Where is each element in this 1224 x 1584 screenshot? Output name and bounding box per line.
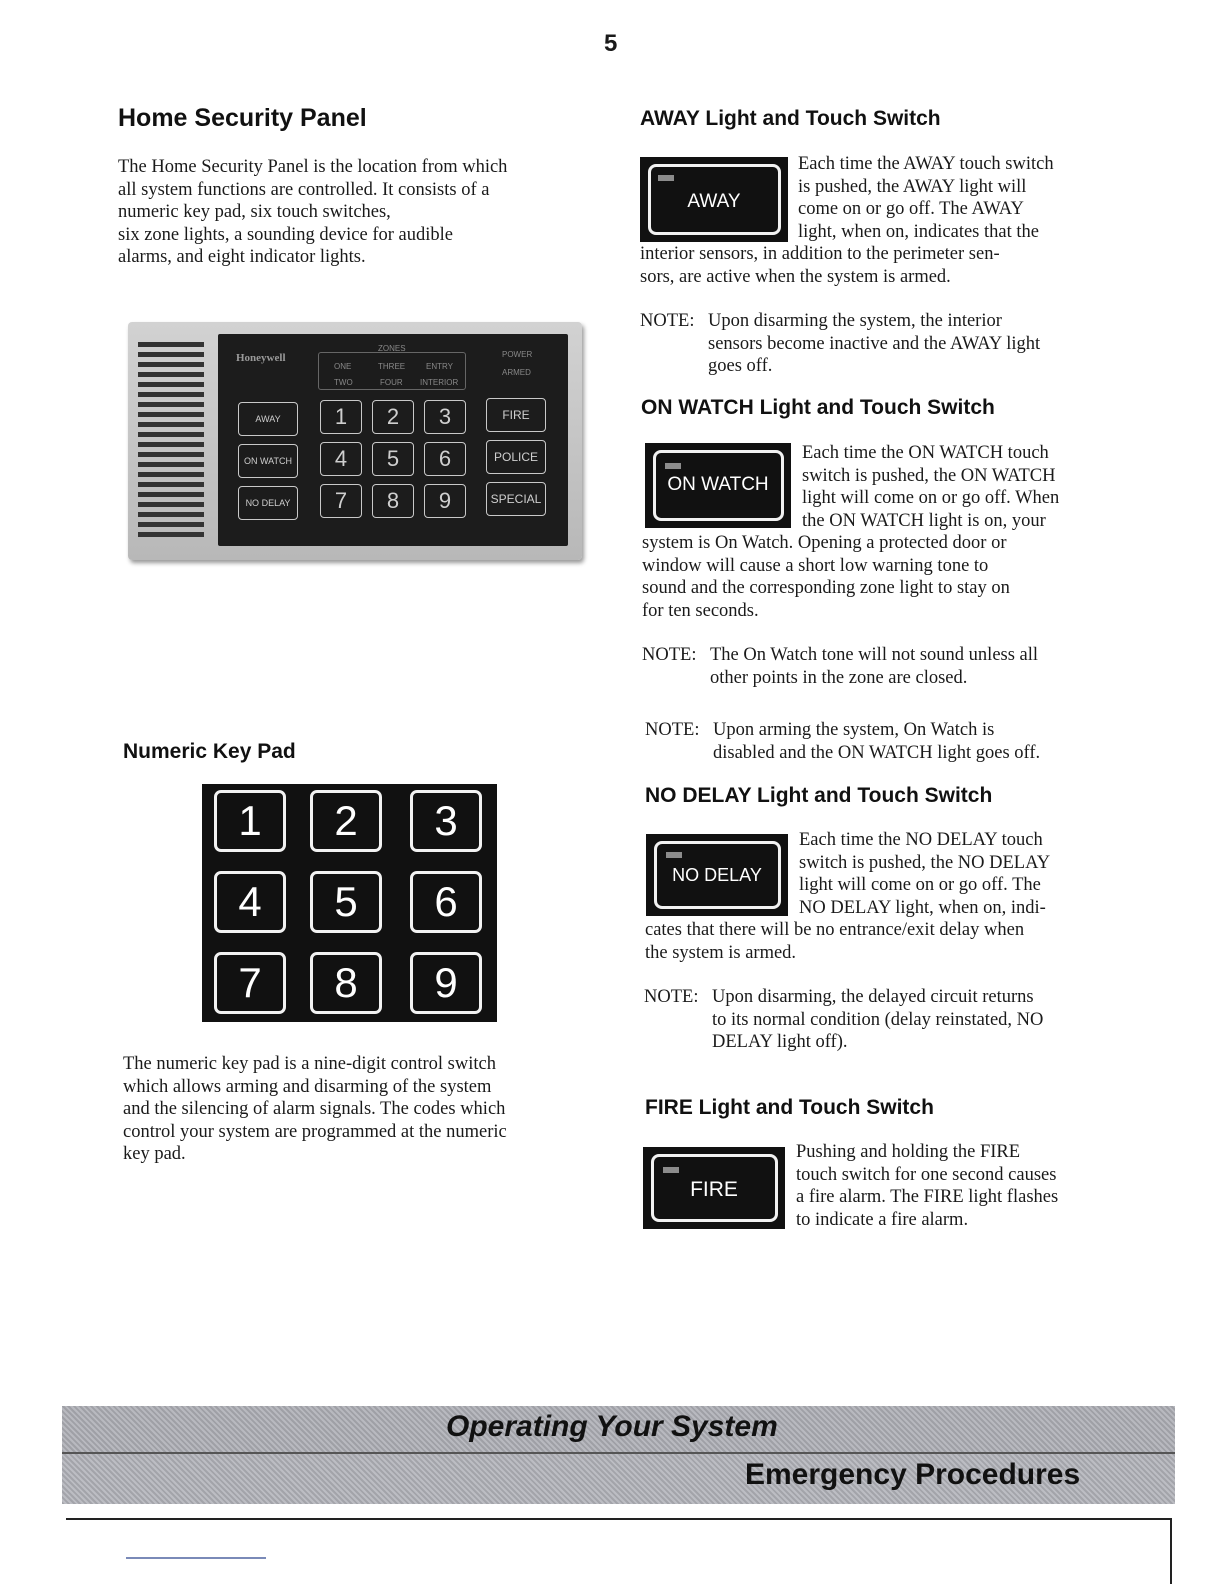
no-delay-text-full (645, 919, 1125, 964)
note-line: other points in the zone are closed. (710, 667, 968, 688)
keypad-line: control your system are programmed at the numeric (123, 1121, 507, 1142)
note-line: Upon disarming, the delayed circuit returns (712, 987, 1034, 1007)
panel-brand-logo: Honeywell (236, 352, 286, 364)
keypad-digit: 8 (310, 952, 382, 1014)
away-line: sors, are active when the system is armed. (640, 266, 951, 287)
zones-label: ZONES (378, 344, 406, 353)
keypad-digit: 2 (310, 790, 382, 852)
page-number: 5 (604, 30, 618, 57)
intro-paragraph (118, 156, 598, 269)
note-line: DELAY light off). (712, 1032, 848, 1052)
on-watch-text-wrapped (802, 442, 1122, 532)
note-line: goes off. (708, 356, 773, 376)
zone-label: ENTRY (426, 362, 453, 371)
on-watch-line: light will come on or go off. When (802, 488, 1060, 508)
note-line: disabled and the ON WATCH light goes off. (713, 742, 1041, 763)
fire-line: touch switch for one second causes (796, 1164, 1057, 1185)
away-switch-illustration (640, 157, 788, 242)
panel-digit-key: 6 (424, 442, 466, 476)
fire-line: a fire alarm. The FIRE light flashes (796, 1187, 1059, 1207)
note-label: NOTE: (640, 311, 695, 331)
no-delay-line: the system is armed. (645, 942, 797, 963)
intro-line: The Home Security Panel is the location from which (118, 157, 508, 177)
keypad-digit: 1 (214, 790, 286, 852)
panel-special-key: SPECIAL (486, 482, 546, 516)
keypad-digit: 4 (214, 871, 286, 933)
armed-indicator-label: ARMED (502, 368, 531, 377)
section-title-numeric-key-pad: Numeric Key Pad (123, 740, 296, 763)
away-line: come on or go off. The AWAY (798, 199, 1024, 219)
panel-fire-key: FIRE (486, 398, 546, 432)
on-watch-line: window will cause a short low warning tone to (642, 555, 989, 576)
section-title-fire: FIRE Light and Touch Switch (645, 1096, 934, 1119)
bottom-rule (66, 1518, 1170, 1520)
page-edge (1170, 1518, 1172, 1584)
on-watch-line: switch is pushed, the ON WATCH (802, 465, 1056, 486)
on-watch-line: the ON WATCH light is on, your (802, 510, 1046, 531)
zone-label: ONE (334, 362, 352, 371)
on-watch-line: system is On Watch. Opening a protected door or (642, 533, 1007, 553)
keypad-line: and the silencing of alarm signals. The codes which (123, 1099, 506, 1119)
away-line: light, when on, indicates that the (798, 221, 1039, 242)
numeric-keypad-illustration (202, 784, 497, 1022)
panel-digit-key: 5 (372, 442, 414, 476)
no-delay-line: NO DELAY light, when on, indi- (799, 897, 1046, 918)
section-title-on-watch: ON WATCH Light and Touch Switch (641, 396, 995, 419)
zone-label: INTERIOR (420, 378, 459, 387)
no-delay-line: cates that there will be no entrance/exit delay when (645, 920, 1025, 940)
section-title-home-security-panel: Home Security Panel (118, 104, 367, 132)
power-indicator-label: POWER (502, 350, 533, 359)
panel-digit-key: 2 (372, 400, 414, 434)
note-line: Upon arming the system, On Watch is (713, 720, 995, 740)
keypad-line: key pad. (123, 1144, 186, 1164)
zone-label: TWO (334, 378, 353, 387)
fire-line: Pushing and holding the FIRE (796, 1142, 1021, 1162)
fire-text (796, 1141, 1126, 1231)
away-line: interior sensors, in addition to the perimeter sen- (640, 244, 1000, 264)
on-watch-note-2 (645, 719, 1125, 764)
section-title-no-delay: NO DELAY Light and Touch Switch (645, 784, 993, 807)
zone-label: FOUR (380, 378, 403, 387)
panel-on-watch-key: ON WATCH (238, 444, 298, 478)
no-delay-line: Each time the NO DELAY touch (799, 830, 1043, 850)
keypad-digit: 7 (214, 952, 286, 1014)
note-line: The On Watch tone will not sound unless all (710, 645, 1039, 665)
on-watch-line: for ten seconds. (642, 600, 759, 621)
panel-digit-key: 7 (320, 484, 362, 518)
speaker-vents (138, 342, 204, 542)
on-watch-line: sound and the corresponding zone light to stay on (642, 578, 1010, 598)
panel-digit-key: 9 (424, 484, 466, 518)
away-text-full (640, 243, 1120, 288)
away-line: is pushed, the AWAY light will (798, 176, 1027, 197)
away-line: Each time the AWAY touch switch (798, 154, 1054, 174)
no-delay-switch-label: NO DELAY (672, 865, 762, 885)
note-line: Upon disarming the system, the interior (708, 311, 1002, 331)
panel-digit-key: 4 (320, 442, 362, 476)
keypad-digit: 6 (410, 871, 482, 933)
panel-away-key: AWAY (238, 402, 298, 436)
fire-line: to indicate a fire alarm. (796, 1209, 969, 1230)
note-line: to its normal condition (delay reinstated, NO (712, 1009, 1044, 1030)
footer-title-operating: Operating Your System (446, 1410, 778, 1443)
on-watch-note-1 (642, 644, 1122, 689)
keypad-line: The numeric key pad is a nine-digit control switch (123, 1054, 496, 1074)
no-delay-led-icon (666, 852, 682, 858)
intro-line: six zone lights, a sounding device for audible (118, 224, 453, 245)
away-text-wrapped (798, 153, 1118, 243)
panel-no-delay-key: NO DELAY (238, 486, 298, 520)
no-delay-line: switch is pushed, the NO DELAY (799, 852, 1051, 873)
no-delay-line: light will come on or go off. The (799, 875, 1041, 895)
note-label: NOTE: (645, 720, 700, 740)
note-label: NOTE: (644, 987, 699, 1007)
panel-police-key: POLICE (486, 440, 546, 474)
keypad-digit: 9 (410, 952, 482, 1014)
no-delay-text-wrapped (799, 829, 1119, 919)
keypad-digit: 3 (410, 790, 482, 852)
fire-switch-label: FIRE (690, 1178, 738, 1201)
keypad-digit: 5 (310, 871, 382, 933)
intro-line: alarms, and eight indicator lights. (118, 247, 366, 267)
panel-digit-key: 1 (320, 400, 362, 434)
scan-mark (126, 1557, 266, 1559)
on-watch-switch-label: ON WATCH (667, 474, 769, 495)
footer-title-emergency: Emergency Procedures (745, 1458, 1081, 1491)
no-delay-note (644, 986, 1124, 1054)
intro-line: numeric key pad, six touch switches, (118, 202, 391, 222)
on-watch-line: Each time the ON WATCH touch (802, 443, 1049, 463)
on-watch-text-full (642, 532, 1122, 622)
panel-digit-key: 3 (424, 400, 466, 434)
on-watch-led-icon (665, 463, 681, 469)
panel-digit-key: 8 (372, 484, 414, 518)
fire-led-icon (663, 1167, 679, 1173)
fire-switch-illustration (643, 1147, 785, 1229)
away-led-icon (658, 175, 674, 181)
section-title-away: AWAY Light and Touch Switch (640, 107, 941, 130)
away-switch-label: AWAY (687, 191, 741, 212)
keypad-paragraph (123, 1053, 603, 1166)
note-line: sensors become inactive and the AWAY light (708, 333, 1041, 354)
keypad-line: which allows arming and disarming of the system (123, 1076, 492, 1097)
no-delay-switch-illustration (646, 834, 788, 916)
intro-line: all system functions are controlled. It consists of a (118, 179, 490, 200)
zone-label: THREE (378, 362, 406, 371)
on-watch-switch-illustration (645, 443, 791, 528)
away-note (640, 310, 1120, 378)
note-label: NOTE: (642, 645, 697, 665)
